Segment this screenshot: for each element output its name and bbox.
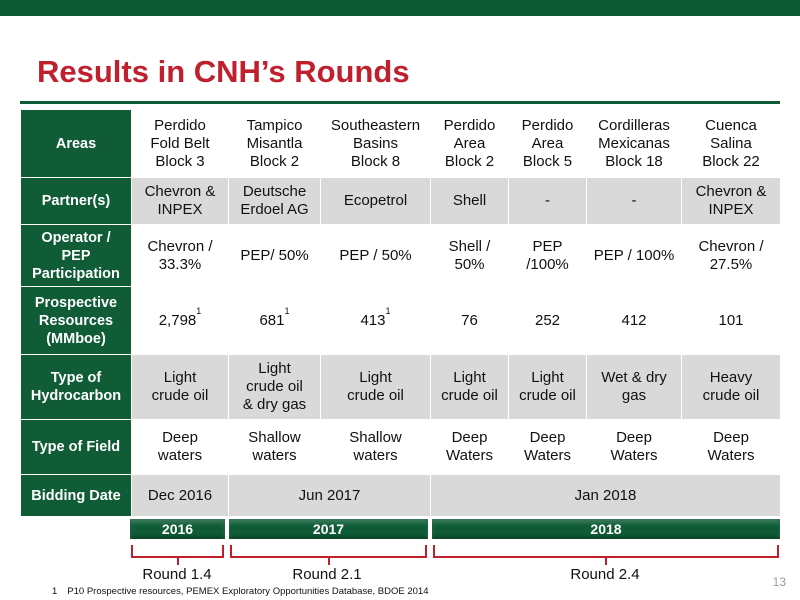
operator-cell: PEP/ 50%	[229, 225, 321, 287]
row-header-operator: Operator / PEP Participation	[21, 225, 132, 287]
resource-cell: $413^1$	[321, 287, 431, 355]
partner-cell: Shell	[431, 178, 509, 225]
resource-cell: $681^1$	[229, 287, 321, 355]
area-cell: Perdido Area Block 2	[431, 110, 509, 178]
partner-cell: Ecopetrol	[321, 178, 431, 225]
page-number: 13	[772, 575, 786, 589]
round-label: Round 2.4	[570, 566, 640, 583]
row-partners	[21, 178, 781, 225]
resource-cell: 2,798$^1$	[132, 287, 229, 355]
field-cell: Deep Waters	[587, 420, 682, 475]
field-cell: Deep Waters	[682, 420, 781, 475]
row-field	[21, 420, 781, 475]
row-header-bidding: Bidding Date	[21, 475, 132, 517]
area-cell: Cuenca Salina Block 22	[682, 110, 781, 178]
area-cell: Perdido Fold Belt Block 3	[132, 110, 229, 178]
hydrocarbon-cell: Light crude oil	[132, 355, 229, 420]
round-label: Round 1.4	[142, 566, 212, 583]
year-bar-2018: 2018	[432, 519, 780, 539]
hydrocarbon-cell: Light crude oil	[431, 355, 509, 420]
bidding-date-cell: Jun 2017	[229, 475, 431, 517]
hydrocarbon-cell: Light crude oil & dry gas	[229, 355, 321, 420]
field-cell: Deep Waters	[431, 420, 509, 475]
footnote	[52, 586, 428, 597]
operator-cell: Shell / 50%	[431, 225, 509, 287]
row-areas	[21, 110, 781, 178]
bidding-date-cell: Dec 2016	[132, 475, 229, 517]
results-table	[20, 109, 781, 517]
footnote-text: P10 Prospective resources, PEMEX Exploratory Opportunities Database, BDOE 2014	[67, 586, 429, 597]
year-bar-2017: 2017	[229, 519, 428, 539]
area-cell: Tampico Misantla Block 2	[229, 110, 321, 178]
operator-cell: PEP / 100%	[587, 225, 682, 287]
year-bar-2016: 2016	[130, 519, 225, 539]
row-header-resources: Prospective Resources (MMboe)	[21, 287, 132, 355]
field-cell: Shallow waters	[321, 420, 431, 475]
field-cell: Deep Waters	[509, 420, 587, 475]
row-header-partners: Partner(s)	[21, 178, 132, 225]
top-brand-bar	[0, 0, 800, 16]
resource-cell: 76	[431, 287, 509, 355]
title-rule	[20, 101, 780, 104]
row-bidding	[21, 475, 781, 517]
row-header-hydrocarbon: Type of Hydrocarbon	[21, 355, 132, 420]
row-header-areas: Areas	[21, 110, 132, 178]
hydrocarbon-cell: Light crude oil	[321, 355, 431, 420]
operator-cell: PEP /100%	[509, 225, 587, 287]
resource-cell: 252	[509, 287, 587, 355]
slide-title: Results in CNH’s Rounds	[37, 54, 410, 89]
partner-cell: Chevron & INPEX	[132, 178, 229, 225]
partner-cell: Chevron & INPEX	[682, 178, 781, 225]
round-bracket	[433, 545, 779, 558]
hydrocarbon-cell: Heavy crude oil	[682, 355, 781, 420]
area-cell: Cordilleras Mexicanas Block 18	[587, 110, 682, 178]
resource-cell: 101	[682, 287, 781, 355]
field-cell: Deep waters	[132, 420, 229, 475]
row-header-field: Type of Field	[21, 420, 132, 475]
round-label: Round 2.1	[292, 566, 362, 583]
partner-cell: -	[509, 178, 587, 225]
operator-cell: PEP / 50%	[321, 225, 431, 287]
partner-cell: -	[587, 178, 682, 225]
area-cell: Southeastern Basins Block 8	[321, 110, 431, 178]
resource-cell: 412	[587, 287, 682, 355]
hydrocarbon-cell: Light crude oil	[509, 355, 587, 420]
row-hydrocarbon	[21, 355, 781, 420]
area-cell: Perdido Area Block 5	[509, 110, 587, 178]
operator-cell: Chevron / 33.3%	[132, 225, 229, 287]
hydrocarbon-cell: Wet & dry gas	[587, 355, 682, 420]
row-resources	[21, 287, 781, 355]
footnote-number: 1	[52, 586, 58, 597]
round-bracket	[131, 545, 224, 558]
row-operator	[21, 225, 781, 287]
partner-cell: Deutsche Erdoel AG	[229, 178, 321, 225]
field-cell: Shallow waters	[229, 420, 321, 475]
round-bracket	[230, 545, 427, 558]
operator-cell: Chevron / 27.5%	[682, 225, 781, 287]
bidding-date-cell: Jan 2018	[431, 475, 781, 517]
